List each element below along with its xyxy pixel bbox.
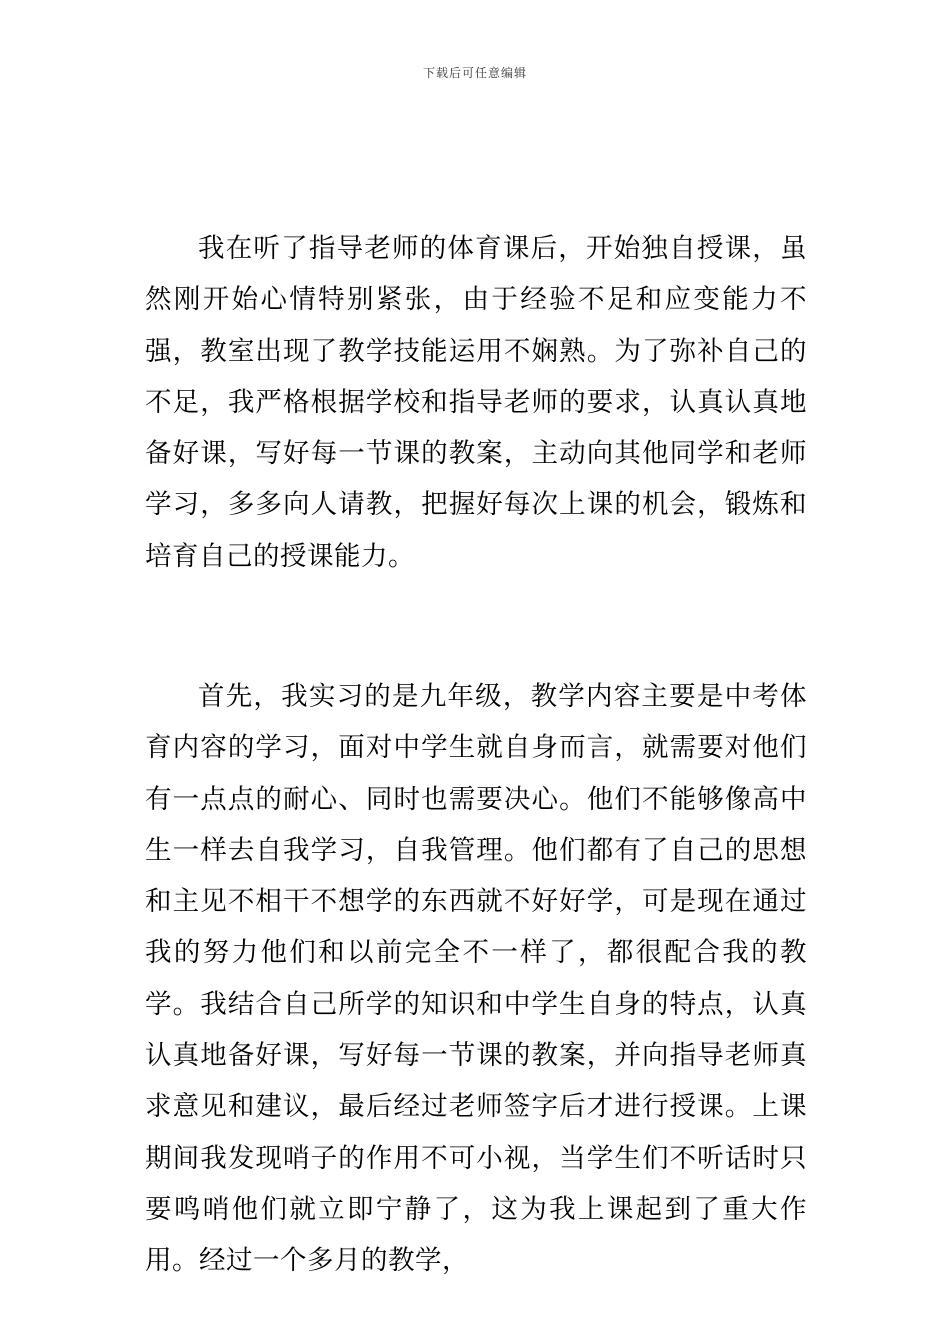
paragraph-1: 我在听了指导老师的体育课后，开始独自授课，虽然刚开始心情特别紧张，由于经验不足和应变能力不强，教室出现了教学技能运用不娴熟。为了弥补自己的不足，我严格根据学校和指导老师的要求，认真认真地备好课，写好每一节课的教案，主动向其他同学和老师学习，多多向人请教，把握好每次上课的机会，锻炼和培育自己的授课能力。 [145, 233, 807, 572]
page-header: 下载后可任意编辑 [422, 66, 527, 80]
paragraph-2: 首先，我实习的是九年级，教学内容主要是中考体育内容的学习，面对中学生就自身而言，就需要对他们有一点点的耐心、同时也需要决心。他们不能够像高中生一样去自我学习，自我管理。他们都有了自己的思想和主见不相干不想学的东西就不好好学，可是现在通过我的努力他们和以前完全不一样了，都很配合我的教学。我结合自己所学的知识和中学生自身的特点，认真认真地备好课，写好每一节课的教案，并向指导老师真求意见和建议，最后经过老师签字后才进行授课。上课期间我发现哨子的作用不可小视，当学生们不听话时只要鸣哨他们就立即宁静了，这为我上课起到了重大作用。经过一个多月的教学， [145, 681, 807, 1277]
